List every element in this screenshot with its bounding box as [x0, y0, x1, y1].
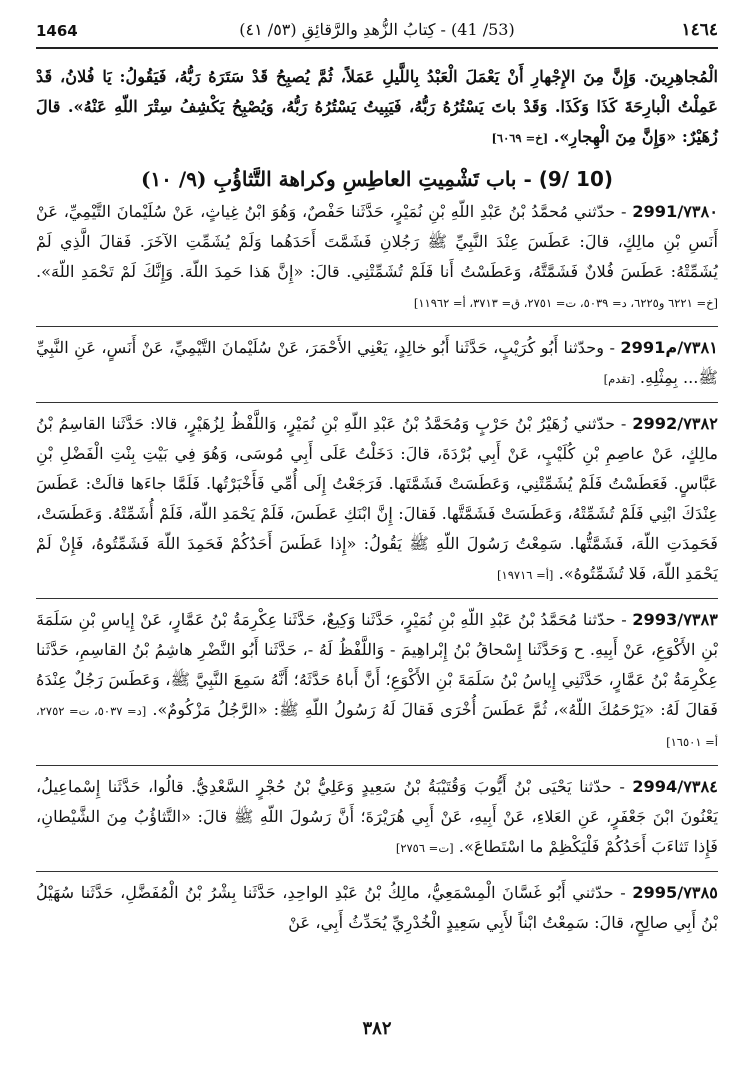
hadith-number: 2991 — [632, 202, 678, 221]
hadith-source: [خ= ٦٢٢١ و٦٢٢٥، د= ٥٠٣٩، ت= ٢٧٥١، ق= ٣٧١٣، أ= ١١٩٦٢] — [413, 296, 718, 310]
page-footer-number: ٣٨٢ — [362, 1018, 392, 1039]
chapter-heading — [36, 167, 718, 191]
divider — [36, 402, 718, 403]
hadith-7381 — [36, 333, 718, 394]
hadith-serial: ٧٣٨٤/ — [677, 777, 718, 796]
page-body — [36, 62, 718, 938]
intro-source: [خ= ٦٠٦٩] — [491, 131, 549, 145]
hadith-source: [أ= ١٩٧١٦] — [497, 568, 554, 582]
hadith-number: 2993 — [632, 610, 678, 629]
chapter-title: - باب تَشْمِيتِ العاطِسِ وكراهة التَّثاؤُبِ (٩/ ١٠) — [140, 167, 532, 191]
hadith-source: [تقدم] — [603, 372, 635, 386]
hadith-7384 — [36, 772, 718, 863]
hadith-number: 2991م — [620, 338, 678, 357]
page-number-latin: 1464 — [36, 22, 78, 40]
hadith-source: [ت= ٢٧٥٦] — [395, 841, 454, 855]
hadith-text: - حدّثني زُهَيْرُ بْنُ حَرْبٍ وَمُحَمَّدُ بْنُ عَبْدِ اللّهِ بْنِ نُمَيْرٍ، وَاللَّفْظُ لِزُهَيْرٍ، قالا: حَدَّثَنا القاسِمُ بْنُ مالِكٍ، عَنْ عاصِمِ بْنِ كُلَيْبٍ، عَنْ أَبِي بُرْدَةَ، قالَ: دَخَلْتُ عَلَى أَبِي مُوسَى، وَهُوَ فِي بَيْتِ بِنْتِ الْفَضْلِ بْنِ عَبَّاسٍ. فَعَطَسْتُ فَلَمْ يُشَمِّتْنِي، وَعَطَسَتْ فَشَمَّتَها. فَرَجَعْتُ إِلَى أُمِّي فَأَخْبَرْتُها. فَلَمَّا جاءَها قالَتْ: عَطَسَ عِنْدَكَ ابْنِي فَلَمْ تُشَمِّتْهُ، وَعَطَسَتْ فَشَمَّتَّها. فَقالَ: إِنَّ ابْنَكِ عَطَسَ، فَلَمْ يَحْمَدِ اللّهَ، فَلَمْ أُشَمِّتْهُ. وَعَطَسَتْ، فَحَمِدَتِ اللّهَ، فَشَمَّتُّها. سَمِعْتُ رَسُولَ اللّهِ ﷺ يَقُولُ: «إِذا عَطَسَ أَحَدُكُمْ فَحَمِدَ اللّهَ فَشَمِّتُوهُ، فَإِنْ لَمْ يَحْمَدِ اللّهَ، فَلا تُشَمِّتُوهُ». — [36, 414, 718, 583]
divider — [36, 598, 718, 599]
running-title: (53/ 41) - كِتابُ الزُّهدِ والرَّقائِقِ (٥٣/ ٤١) — [239, 20, 515, 39]
hadith-text: - حدّثنا يَحْيَى بْنُ أَيُّوبَ وَقُتَيْبَةُ بْنُ سَعِيدٍ وَعَلِيُّ بْنُ حُجْرٍ السَّعْدِيُّ. قالُوا، حَدَّثَنا إِسْماعِيلُ، يَعْنُونَ ابْنَ جَعْفَرٍ، عَنِ العَلاءِ، عَنْ أَبِيهِ، عَنْ أَبِي هُرَيْرَةَ؛ أَنَّ رَسُولَ اللّهِ ﷺ قالَ: «التَّثاؤُبُ مِنَ الشَّيْطانِ، فَإِذا تَثاءَبَ أَحَدُكُمْ فَلْيَكْظِمْ ما اسْتَطاعَ». — [36, 777, 718, 856]
hadith-serial: ٧٣٨٣/ — [677, 610, 718, 629]
intro-text: الْمُجاهِرِينَ. وَإِنَّ مِنَ الإِجْهارِ أَنْ يَعْمَلَ الْعَبْدُ بِاللَّيلِ عَمَلاً، ثُمَّ يُصبِحُ قَدْ سَتَرَهُ رَبُّهُ، فَيَقُولُ: يَا فُلانُ، قَدْ عَمِلْتُ الْبارِحَةَ كَذَا وَكَذَا. وَقَدْ باتَ يَسْتُرُهُ رَبُّهُ، فَيَبِيتُ يَسْتُرُهُ رَبُّهُ، وَيُصْبِحُ يَكْشِفُ سِتْرَ اللّهِ عَنْهُ». — [36, 67, 718, 116]
hadith-serial: ٧٣٨٥/ — [677, 883, 718, 902]
hadith-text: - وحدّثنا أَبُو كُرَيْبٍ، حَدَّثَنا أَبُو خالِدٍ، يَعْنِي الأَحْمَرَ، عَنْ سُلَيْمانَ التَّيْمِيِّ، عَنْ أَنَسٍ، عَنِ النَّبِيِّ ﷺ... بِمِثْلِهِ. — [36, 338, 718, 387]
hadith-text: - حدّثني أَبُو غَسَّانَ الْمِسْمَعِيُّ، مالِكُ بْنُ عَبْدِ الواحِدِ، حَدَّثَنا بِشْرُ بْنُ الْمُفَضَّلِ، حَدَّثَنا سُهَيْلُ بْنُ أَبِي صالِحٍ، قالَ: سَمِعْتُ ابْناً لأَبِي سَعِيدٍ الْخُدْرِيِّ يُحَدِّثُ أَبِي، عَنْ — [36, 883, 718, 932]
divider — [36, 326, 718, 327]
divider — [36, 765, 718, 766]
hadith-serial: ٧٣٨١/ — [677, 338, 718, 357]
header-rule — [36, 47, 718, 49]
hadith-source: [د= ٥٠٣٧، ت= ٢٧٥٢، أ= ١٦٥٠١] — [36, 704, 718, 749]
hadith-7385 — [36, 878, 718, 938]
intro-zuhayr: قالَ زُهَيْرٌ: «وَإِنَّ مِنَ الْهِجارِ». — [36, 97, 718, 146]
intro-paragraph — [36, 62, 718, 153]
hadith-number: 2992 — [632, 414, 678, 433]
hadith-7380 — [36, 197, 718, 318]
hadith-7383 — [36, 605, 718, 757]
hadith-number: 2994 — [632, 777, 678, 796]
hadith-serial: ٧٣٨٢/ — [677, 414, 718, 433]
hadith-text: - حدّثني مُحمَّدُ بْنُ عَبْدِ اللّهِ بْنِ نُمَيْرٍ، حَدَّثَنا حَفْصٌ، وَهُوَ ابْنُ غِياثٍ، عَنْ سُلَيْمانَ التَّيْمِيِّ، عَنْ أَنَسِ بْنِ مالِكٍ، قالَ: عَطَسَ عِنْدَ النَّبِيِّ ﷺ رَجُلانِ فَشَمَّتَ أَحَدَهُما وَلَمْ يُشَمِّتِ الآخَرَ. فَقالَ الَّذِي لَمْ يُشَمِّتْهُ: عَطَسَ فُلانٌ فَشَمَّتَّهُ، وَعَطَسْتُ أَنا فَلَمْ تُشَمِّتْنِي. قالَ: «إِنَّ هَذا حَمِدَ اللّهَ. وَإِنَّكَ لَمْ تَحْمَدِ اللّهَ». — [36, 202, 718, 281]
divider — [36, 871, 718, 872]
hadith-7382 — [36, 409, 718, 590]
hadith-number: 2995 — [632, 883, 678, 902]
hadith-serial: ٧٣٨٠/ — [677, 202, 719, 221]
chapter-prefix: (9/ 10) — [538, 167, 614, 191]
page-header — [36, 18, 718, 48]
page-number-arabic: ١٤٦٤ — [681, 20, 718, 40]
hadith-text: - حدّثنا مُحَمَّدُ بْنُ عَبْدِ اللّهِ بْنِ نُمَيْرٍ، حَدَّثَنا وَكِيعٌ، حَدَّثَنا عِكْرِمَةُ بْنُ عَمَّارٍ، عَنْ إِياسِ بْنِ سَلَمَةَ بْنِ الأَكْوَعِ، عَنْ أَبِيهِ. ح وَحَدَّثَنا إِسْحاقُ بْنُ إِبْراهِيمَ - وَاللَّفْظُ لَهُ -، حَدَّثَنا أَبُو النَّضْرِ هاشِمُ بْنُ القاسِمِ، حَدَّثَنا عِكْرِمَةُ بْنُ عَمَّارٍ، حَدَّثَنِي إِياسُ بْنُ سَلَمَةَ بْنِ الأَكْوَعِ؛ أَنَّ أَباهُ حَدَّثَهُ؛ أَنَّهُ سَمِعَ النَّبِيَّ ﷺ، وَعَطَسَ رَجُلٌ عِنْدَهُ فَقالَ لَهُ: «يَرْحَمُكَ اللّهُ»، ثُمَّ عَطَسَ أُخْرَى فَقالَ لَهُ رَسُولُ اللّهِ ﷺ: «الرَّجُلُ مَزْكُومٌ». — [36, 610, 718, 719]
